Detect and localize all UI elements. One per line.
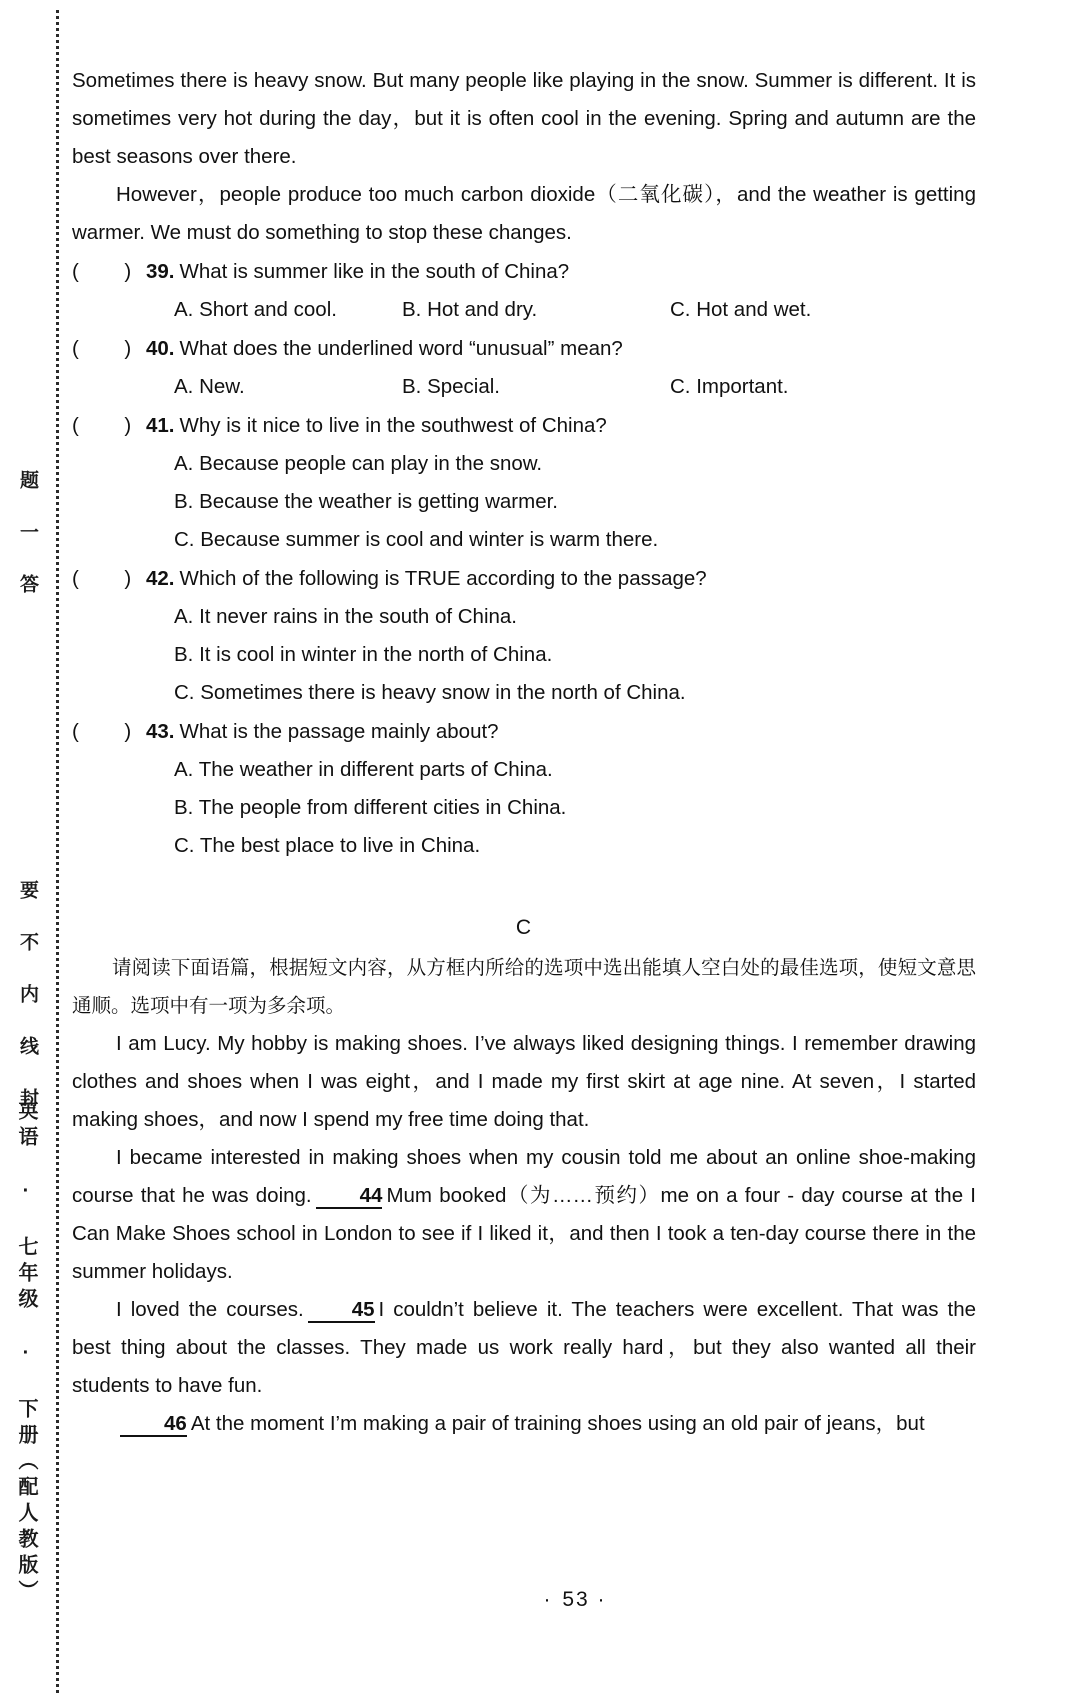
footer-dot-right: · (597, 1588, 609, 1611)
page-footer (72, 1588, 1080, 1612)
page-body (72, 0, 1080, 1703)
options-40 (72, 368, 976, 406)
passage-b-paragraph-1: Sometimes there is heavy snow. But many people like playing in the snow. Summer is different. It is sometimes very hot during the day，but it is often cool in the evening. Spring and autumn are the best seasons over there. (72, 69, 976, 168)
answer-bracket-41[interactable]: ( ) (72, 414, 132, 437)
question-text-39: What is summer like in the south of China? (179, 260, 570, 283)
section-c-paragraph-3 (72, 1291, 976, 1405)
blank-46[interactable]: 46 (120, 1413, 187, 1437)
answer-bracket-39[interactable]: ( ) (72, 260, 132, 283)
question-41 (72, 407, 976, 445)
question-number-39: 39. (146, 260, 175, 283)
question-text-42: Which of the following is TRUE according to the passage? (179, 567, 707, 590)
option-43-a[interactable]: A. The weather in different parts of China. (174, 758, 553, 781)
section-c-instruction: 请阅读下面语篇，根据短文内容，从方框内所给的选项中选出能填人空白处的最佳选项，使短文意思通顺。选项中有一项为多余项。 (72, 956, 976, 1017)
question-43 (72, 713, 976, 751)
answer-bracket-42[interactable]: ( ) (72, 567, 132, 590)
section-c-paragraph-3-part-a: I loved the courses. (116, 1298, 304, 1321)
answer-bracket-40[interactable]: ( ) (72, 337, 132, 360)
option-43-b[interactable]: B. The people from different cities in China. (174, 796, 567, 819)
question-42 (72, 560, 976, 598)
question-number-40: 40. (146, 337, 175, 360)
section-c-paragraph-2-part-a: I became interested in making shoes when my cousin told me about an online shoe-making course that he was doing. (72, 1146, 976, 1207)
option-42-b[interactable]: B. It is cool in winter in the north of China. (174, 643, 553, 666)
left-margin-gutter (0, 0, 72, 1703)
option-42-a[interactable]: A. It never rains in the south of China. (174, 605, 517, 628)
option-39-c[interactable]: C. Hot and wet. (670, 298, 812, 321)
option-39-b[interactable]: B. Hot and dry. (402, 298, 538, 321)
passage-b-paragraph-2: However，people produce too much carbon dioxide（二氧化碳），and the weather is getting warmer. We must do something to stop these changes. (72, 183, 976, 244)
question-number-41: 41. (146, 414, 175, 437)
section-c-paragraph-2-part-b: Mum booked（为……预约）me on a four - day course at the I Can Make Shoes school in London to see if I liked it，and then I took a ten-day course there in the summer holidays. (72, 1184, 976, 1283)
option-40-a[interactable]: A. New. (174, 375, 245, 398)
section-c-paragraph-4 (72, 1405, 976, 1443)
gutter-vertical-text-top: 题 一 答 (17, 470, 38, 599)
option-43-c[interactable]: C. The best place to live in China. (174, 834, 481, 857)
question-39 (72, 253, 976, 291)
section-letter-c: C (515, 916, 533, 939)
question-number-42: 42. (146, 567, 175, 590)
question-text-41: Why is it nice to live in the southwest of China? (179, 414, 607, 437)
option-42-c[interactable]: C. Sometimes there is heavy snow in the north of China. (174, 681, 686, 704)
section-c-paragraph-1: I am Lucy. My hobby is making shoes. I’ve always liked designing things. I remember drawing clothes and shoes when I was eight，and I made my first skirt at age nine. At seven，I started making shoes，and now I spend my free time doing that. (72, 1032, 976, 1131)
question-text-40: What does the underlined word “unusual” mean? (179, 337, 623, 360)
question-text-43: What is the passage mainly about? (179, 720, 499, 743)
question-40 (72, 330, 976, 368)
section-c-paragraph-4-part-b: At the moment I’m making a pair of training shoes using an old pair of jeans，but (190, 1412, 925, 1435)
options-39 (72, 291, 976, 329)
option-39-a[interactable]: A. Short and cool. (174, 298, 337, 321)
page-number: 53 (562, 1588, 590, 1611)
option-40-c[interactable]: C. Important. (670, 375, 789, 398)
fold-dotted-line (56, 10, 59, 1693)
footer-dot-left: · (543, 1588, 555, 1611)
option-41-a[interactable]: A. Because people can play in the snow. (174, 452, 543, 475)
document-content (72, 62, 976, 1443)
gutter-vertical-text-bottom: 英语 · 七年级 · 下册（配人教版） (15, 1100, 37, 1606)
option-40-b[interactable]: B. Special. (402, 375, 500, 398)
option-41-c[interactable]: C. Because summer is cool and winter is warm there. (174, 528, 659, 551)
option-41-b[interactable]: B. Because the weather is getting warmer. (174, 490, 559, 513)
blank-44[interactable]: 44 (316, 1185, 383, 1209)
gutter-vertical-text-middle: 要 不 内 线 封 (17, 880, 38, 1113)
question-number-43: 43. (146, 720, 175, 743)
section-c-paragraph-3-part-b: I couldn’t believe it. The teachers were excellent. That was the best thing about the classes. They made us work really hard，but they also wanted all their students to have fun. (72, 1298, 976, 1397)
section-c-paragraph-2 (72, 1139, 976, 1291)
blank-45[interactable]: 45 (308, 1299, 375, 1323)
answer-bracket-43[interactable]: ( ) (72, 720, 132, 743)
